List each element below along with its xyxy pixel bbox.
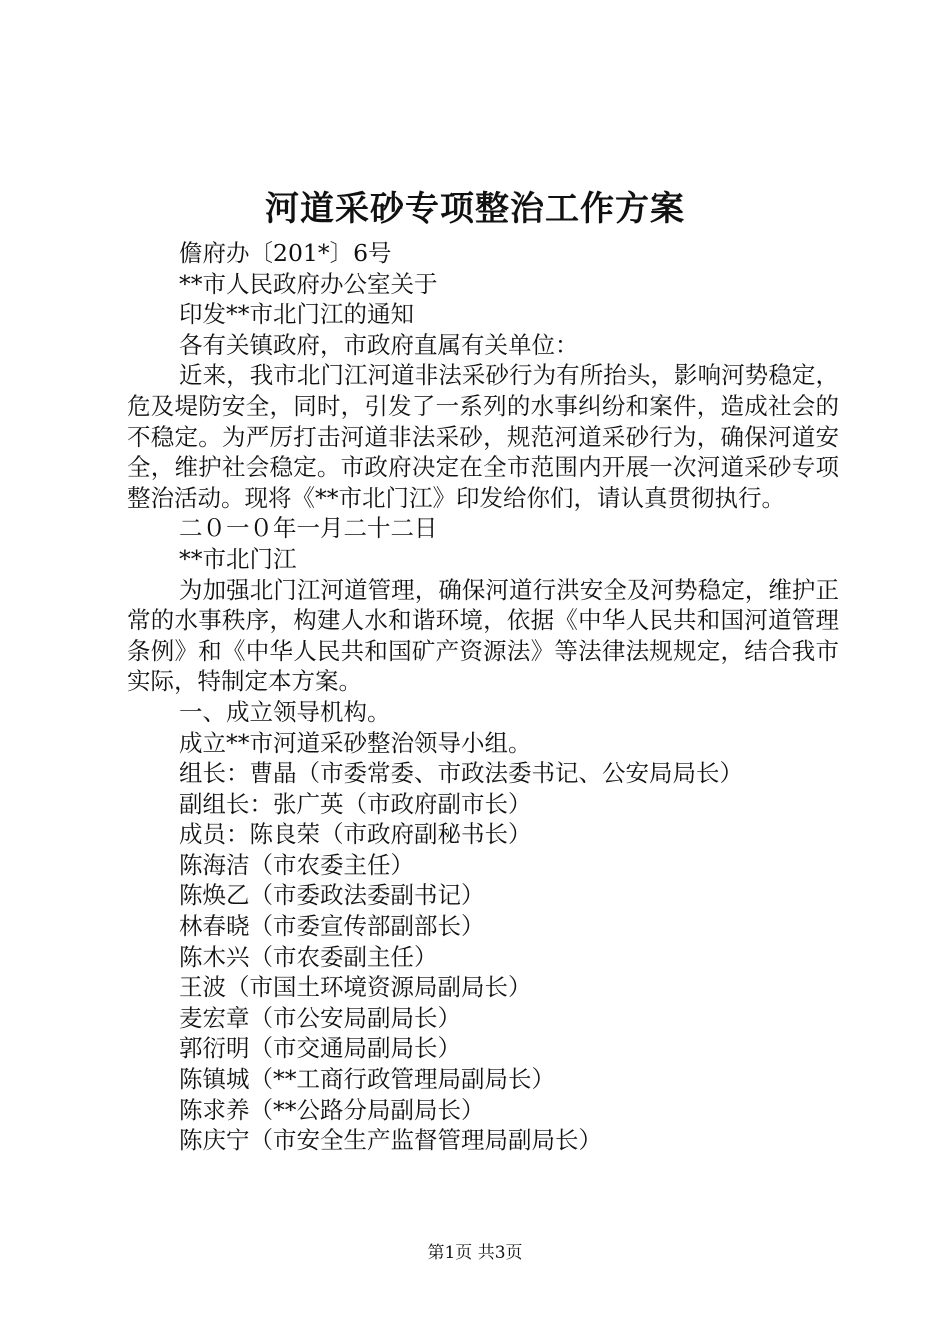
paragraph-plan-purpose: 为加强北门江河道管理，确保河道行洪安全及河势稳定，维护正常的水事秩序，构建人水和谐环境，依据《中华人民共和国河道管理条例》和《中华人民共和国矿产资源法》等法律法规规定，结合我市实际，特制定本方案。	[127, 575, 839, 696]
group-member: 陈焕乙（市委政法委副书记）	[179, 881, 485, 910]
group-deputy-leader: 副组长：张广英（市政府副市长）	[179, 789, 532, 818]
issue-date: 二０一０年一月二十二日	[179, 514, 438, 543]
paragraph-notice: 近来，我市北门江河道非法采砂行为有所抬头，影响河势稳定，危及堤防安全，同时，引发了一系列的水事纠纷和案件，造成社会的不稳定。为严厉打击河道非法采砂，规范河道采砂行为，确保河道安全，维护社会稳定。市政府决定在全市范围内开展一次河道采砂专项整治活动。现将《**市北门江》印发给你们，请认真贯彻执行。	[127, 361, 839, 512]
group-member: 陈求养（**公路分局副局长）	[179, 1095, 485, 1124]
page-footer: 第1页 共3页	[427, 1243, 523, 1263]
notice-heading-line-1: **市人民政府办公室关于	[179, 269, 438, 298]
group-member: 成员：陈良荣（市政府副秘书长）	[179, 820, 532, 849]
document-title: 河道采砂专项整治工作方案	[265, 189, 685, 229]
group-member: 陈镇城（**工商行政管理局副局长）	[179, 1065, 555, 1094]
plan-title: **市北门江	[179, 544, 297, 573]
group-member: 林春晓（市委宣传部副部长）	[179, 912, 485, 941]
group-member: 郭衍明（市交通局副局长）	[179, 1034, 461, 1063]
group-leader: 组长：曹晶（市委常委、市政法委书记、公安局局长）	[179, 759, 743, 788]
salutation: 各有关镇政府，市政府直属有关单位：	[179, 330, 579, 359]
section-heading-1: 一、成立领导机构。	[179, 697, 391, 726]
group-member: 陈木兴（市农委副主任）	[179, 942, 438, 971]
group-member: 麦宏章（市公安局副局长）	[179, 1003, 461, 1032]
group-member: 陈海洁（市农委主任）	[179, 850, 414, 879]
group-member: 陈庆宁（市安全生产监督管理局副局长）	[179, 1126, 602, 1155]
group-member: 王波（市国土环境资源局副局长）	[179, 973, 532, 1002]
notice-heading-line-2: 印发**市北门江的通知	[179, 300, 414, 329]
group-intro: 成立**市河道采砂整治领导小组。	[179, 728, 532, 757]
doc-number: 儋府办〔201*〕6号	[179, 239, 392, 267]
document-body	[127, 238, 839, 1156]
